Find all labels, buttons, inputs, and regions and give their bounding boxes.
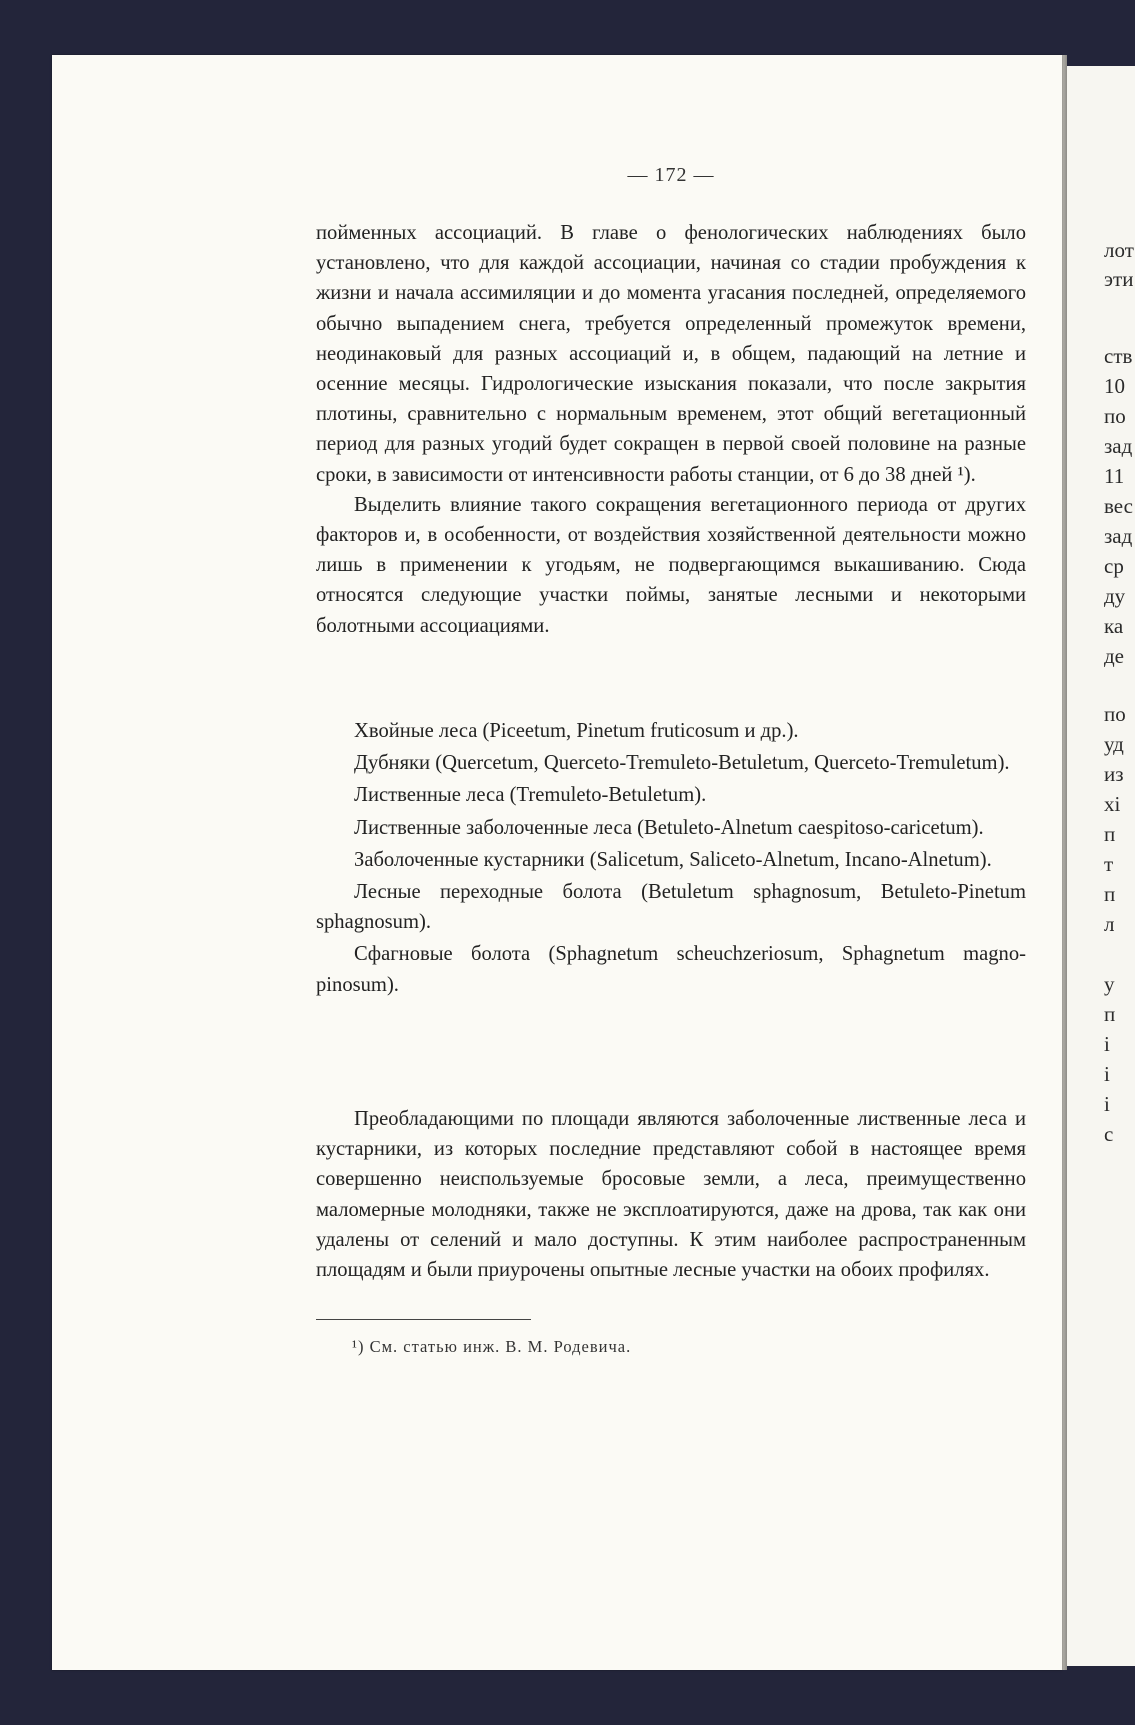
- paragraph-1: пойменных ассоциаций. В главе о фенологических наблюдениях было установлено, что для каждой ассоциации, начиная со стадии пробуждения к жизни и начала ассимиляции и до момента угасания последней, определяемого обычно выпадением снега, требуется определенный промежуток времени, неодинаковый для разных ассоциаций и, в общем, падающий на летние и осенние месяцы. Гидрологические изыскания показали, что после закрытия плотины, сравнительно с нормальным временем, этот общий вегетационный период для разных угодий будет сокращен в первой своей половине на разные сроки, в зависимости от интенсивности работы станции, от 6 до 38 дней ¹).: [316, 222, 1026, 486]
- adjacent-text-fragment: вес: [1104, 494, 1133, 518]
- adjacent-text-fragment: лот: [1104, 238, 1134, 262]
- adjacent-text-fragment: ср: [1104, 554, 1124, 578]
- adjacent-page-edge: [1066, 66, 1135, 1666]
- adjacent-text-fragment: зад: [1104, 524, 1133, 548]
- adjacent-text-fragment: по: [1104, 702, 1126, 726]
- adjacent-text-fragment: ду: [1104, 584, 1126, 608]
- adjacent-text-fragment: эти: [1104, 267, 1134, 291]
- adjacent-text-fragment: п: [1104, 1002, 1116, 1026]
- list-item: Лиственные заболоченные леса (Betuleto-Alnetum caespitoso-caricetum).: [354, 816, 984, 839]
- list-item: Заболоченные кустарники (Salicetum, Saliceto-Alnetum, Incano-Alnetum).: [354, 848, 992, 871]
- list-item: Дубняки (Quercetum, Querceto-Tremuleto-Betuletum, Querceto-Tremuletum).: [354, 752, 1010, 775]
- adjacent-text-fragment: 10: [1104, 374, 1125, 398]
- footnote-divider: [316, 1319, 531, 1320]
- adjacent-text-fragment: по: [1104, 404, 1126, 428]
- footnote: ¹) См. статью инж. В. М. Родевича.: [352, 1337, 632, 1356]
- paragraph-3: Преобладающими по площади являются заболоченные лиственные леса и кустарники, из которых последние представляют собой в настоящее время совершенно неиспользуемые бросовые земли, а леса, преимущественно маломерные молодняки, также не эксплоатируются, даже на дрова, так как они удалены от селений и мало доступны. К этим наиболее распространенным площадям и были приурочены опытные лесные участки на обоих профилях.: [316, 1108, 1026, 1282]
- adjacent-text-fragment: уд: [1104, 732, 1124, 756]
- adjacent-text-fragment: л: [1104, 912, 1115, 936]
- adjacent-text-fragment: из: [1104, 762, 1124, 786]
- adjacent-text-fragment: 11: [1104, 464, 1125, 488]
- page-number: — 172 —: [627, 164, 715, 186]
- paragraph-2: Выделить влияние такого сокращения вегетационного периода от других факторов и, в особенности, от воздействия хозяйственной деятельности можно лишь в применении к угодьям, не подвергающимся выкашиванию. Сюда относятся следующие участки поймы, занятые лесными и некоторыми болотными ассоциациями.: [316, 493, 1026, 637]
- closing-text: [316, 1104, 1026, 1285]
- association-list: [316, 716, 1026, 1000]
- adjacent-text-fragment: т: [1104, 852, 1114, 876]
- adjacent-text-fragment: п: [1104, 822, 1116, 846]
- body-text: [316, 218, 1026, 641]
- adjacent-text-fragment: у: [1104, 972, 1115, 996]
- adjacent-text-fragment: с: [1104, 1122, 1114, 1146]
- adjacent-text-fragment: де: [1104, 644, 1125, 668]
- adjacent-text-fragment: хі: [1104, 792, 1121, 816]
- list-item: Хвойные леса (Piceetum, Pinetum fruticosum и др.).: [354, 720, 799, 742]
- adjacent-text-fragment: і: [1104, 1092, 1110, 1116]
- adjacent-text-fragment: і: [1104, 1032, 1110, 1056]
- list-item: Лиственные леса (Tremuleto-Betuletum).: [354, 784, 707, 807]
- adjacent-text-fragment: зад: [1104, 434, 1133, 458]
- list-item: Сфагновые болота (Sphagnetum scheuchzeriosum, Sphagnetum magno-pinosum).: [316, 943, 1026, 996]
- association-list-block: [316, 716, 1026, 1002]
- adjacent-text-fragment: ств: [1104, 344, 1133, 368]
- list-item: Лесные переходные болота (Betuletum sphagnosum, Betuleto-Pinetum sphagnosum).: [316, 881, 1026, 934]
- adjacent-text-fragment: ка: [1104, 614, 1124, 638]
- adjacent-text-fragment: п: [1104, 882, 1116, 906]
- adjacent-text-fragment: і: [1104, 1062, 1110, 1086]
